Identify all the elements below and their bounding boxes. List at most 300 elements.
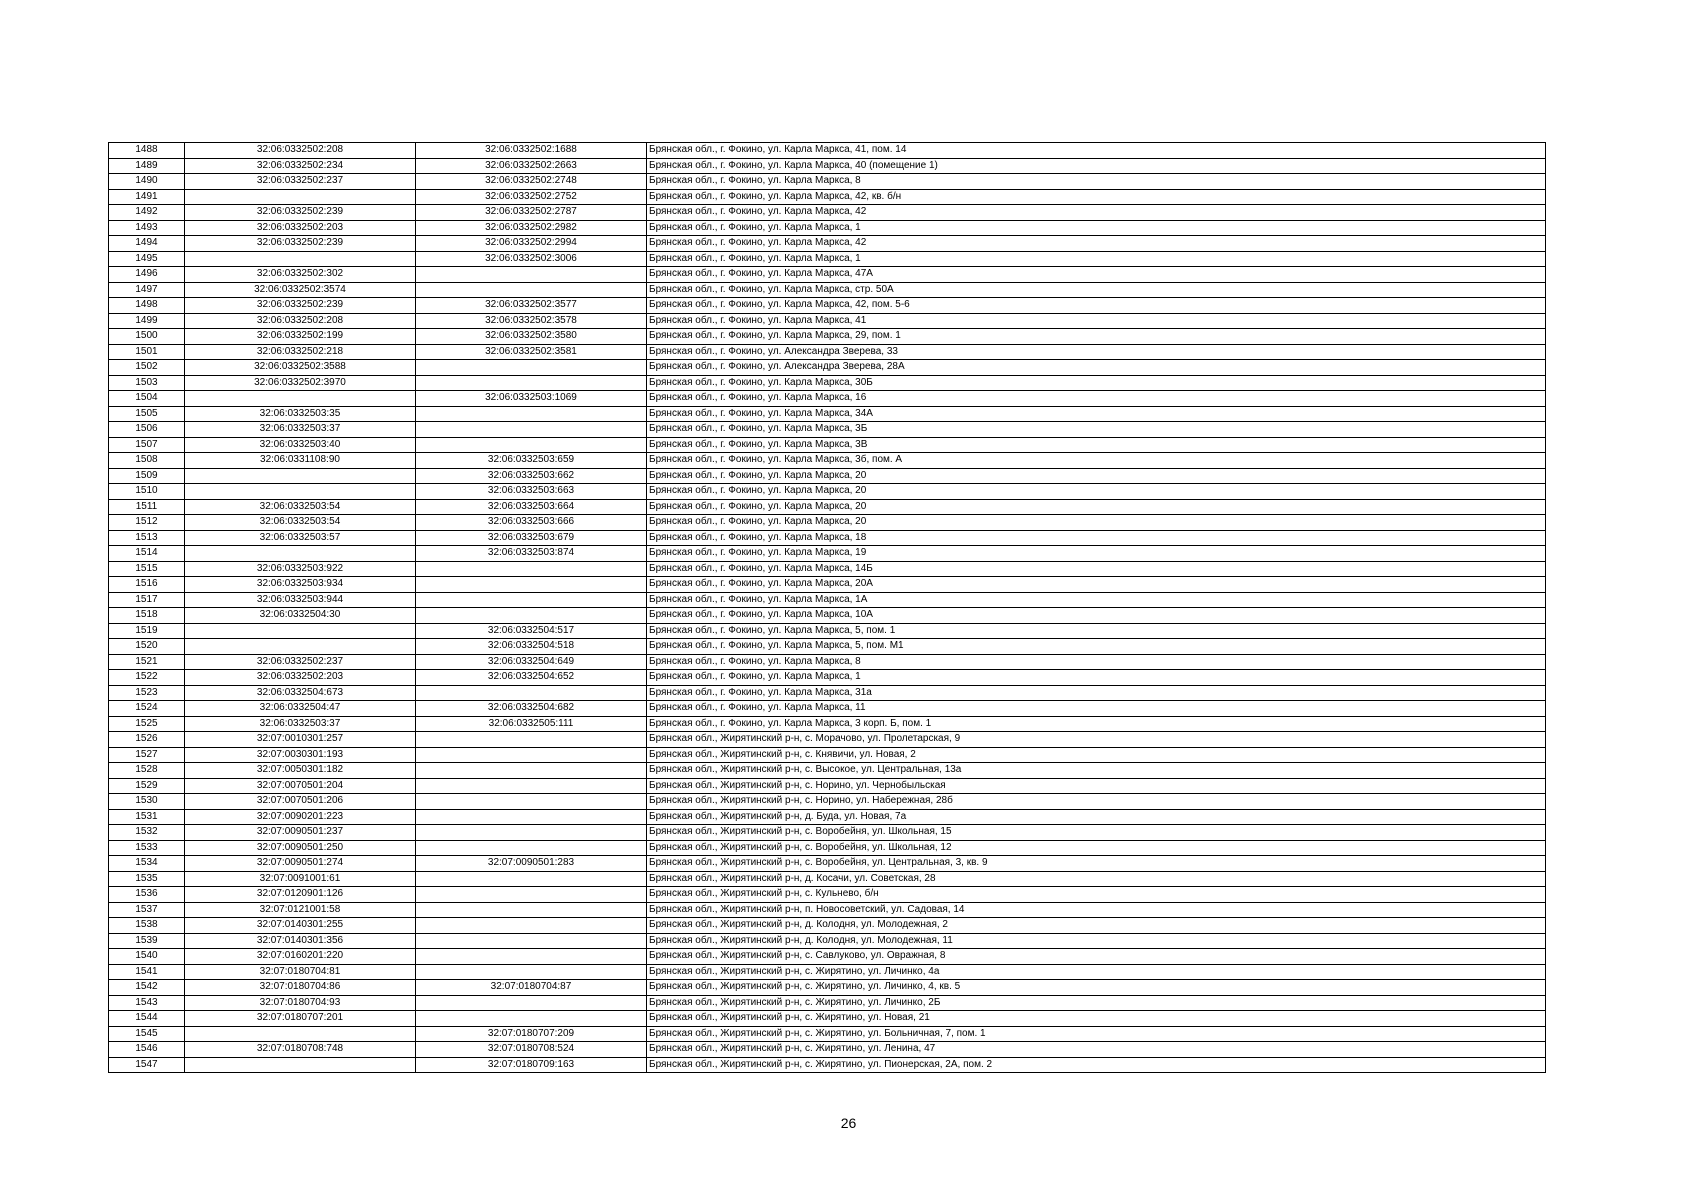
- row-number-cell: 1532: [109, 825, 185, 841]
- table-row: [109, 608, 1546, 624]
- address-cell: Брянская обл., Жирятинский р-н, с. Высокое, ул. Центральная, 13а: [647, 763, 1546, 779]
- address-cell: Брянская обл., г. Фокино, ул. Карла Маркса, 3Б: [647, 422, 1546, 438]
- object-cadastral-number-cell: 32:07:0180709:163: [416, 1057, 647, 1073]
- address-cell: Брянская обл., г. Фокино, ул. Карла Маркса, 20: [647, 468, 1546, 484]
- table-row: [109, 887, 1546, 903]
- row-number-cell: 1501: [109, 344, 185, 360]
- row-number-cell: 1543: [109, 995, 185, 1011]
- object-cadastral-number-cell: [416, 902, 647, 918]
- object-cadastral-number-cell: 32:06:0332502:2787: [416, 205, 647, 221]
- object-cadastral-number-cell: [416, 825, 647, 841]
- table-row: [109, 592, 1546, 608]
- address-cell: Брянская обл., Жирятинский р-н, д. Колодня, ул. Молодежная, 2: [647, 918, 1546, 934]
- object-cadastral-number-cell: 32:06:0332502:3578: [416, 313, 647, 329]
- row-number-cell: 1520: [109, 639, 185, 655]
- address-cell: Брянская обл., Жирятинский р-н, с. Воробейня, ул. Центральная, 3, кв. 9: [647, 856, 1546, 872]
- table-row: [109, 918, 1546, 934]
- table-row: [109, 282, 1546, 298]
- land-cadastral-number-cell: 32:06:0332502:239: [185, 298, 416, 314]
- land-cadastral-number-cell: 32:06:0332503:57: [185, 530, 416, 546]
- object-cadastral-number-cell: 32:06:0332504:652: [416, 670, 647, 686]
- address-cell: Брянская обл., г. Фокино, ул. Карла Маркса, 20: [647, 484, 1546, 500]
- row-number-cell: 1496: [109, 267, 185, 283]
- object-cadastral-number-cell: 32:07:0090501:283: [416, 856, 647, 872]
- object-cadastral-number-cell: [416, 437, 647, 453]
- table-row: [109, 298, 1546, 314]
- row-number-cell: 1528: [109, 763, 185, 779]
- address-cell: Брянская обл., г. Фокино, ул. Карла Маркса, 29, пом. 1: [647, 329, 1546, 345]
- land-cadastral-number-cell: [185, 391, 416, 407]
- table-row: [109, 143, 1546, 159]
- object-cadastral-number-cell: 32:06:0332502:2752: [416, 189, 647, 205]
- address-cell: Брянская обл., г. Фокино, ул. Карла Маркса, 30Б: [647, 375, 1546, 391]
- object-cadastral-number-cell: 32:06:0332502:3581: [416, 344, 647, 360]
- row-number-cell: 1542: [109, 980, 185, 996]
- object-cadastral-number-cell: 32:06:0332504:518: [416, 639, 647, 655]
- row-number-cell: 1500: [109, 329, 185, 345]
- address-cell: Брянская обл., г. Фокино, ул. Александра Зверева, 33: [647, 344, 1546, 360]
- table-row: [109, 778, 1546, 794]
- row-number-cell: 1544: [109, 1011, 185, 1027]
- address-cell: Брянская обл., г. Фокино, ул. Карла Маркса, 31а: [647, 685, 1546, 701]
- address-cell: Брянская обл., г. Фокино, ул. Карла Маркса, 16: [647, 391, 1546, 407]
- object-cadastral-number-cell: [416, 809, 647, 825]
- table-row: [109, 344, 1546, 360]
- address-cell: Брянская обл., Жирятинский р-н, с. Жирятино, ул. Личинко, 2Б: [647, 995, 1546, 1011]
- address-cell: Брянская обл., г. Фокино, ул. Александра Зверева, 28А: [647, 360, 1546, 376]
- table-row: [109, 1011, 1546, 1027]
- row-number-cell: 1495: [109, 251, 185, 267]
- address-cell: Брянская обл., г. Фокино, ул. Карла Маркса, 14Б: [647, 561, 1546, 577]
- land-cadastral-number-cell: 32:07:0090501:237: [185, 825, 416, 841]
- table-row: [109, 220, 1546, 236]
- row-number-cell: 1497: [109, 282, 185, 298]
- land-cadastral-number-cell: 32:06:0331108:90: [185, 453, 416, 469]
- table-row: [109, 313, 1546, 329]
- row-number-cell: 1504: [109, 391, 185, 407]
- land-cadastral-number-cell: 32:07:0160201:220: [185, 949, 416, 965]
- land-cadastral-number-cell: 32:06:0332502:234: [185, 158, 416, 174]
- row-number-cell: 1505: [109, 406, 185, 422]
- row-number-cell: 1539: [109, 933, 185, 949]
- page-number: 26: [840, 1115, 857, 1131]
- land-cadastral-number-cell: 32:07:0091001:61: [185, 871, 416, 887]
- object-cadastral-number-cell: [416, 577, 647, 593]
- land-cadastral-number-cell: 32:06:0332502:237: [185, 174, 416, 190]
- table-row: [109, 747, 1546, 763]
- object-cadastral-number-cell: 32:06:0332502:1688: [416, 143, 647, 159]
- object-cadastral-number-cell: [416, 561, 647, 577]
- table-row: [109, 422, 1546, 438]
- object-cadastral-number-cell: 32:06:0332503:659: [416, 453, 647, 469]
- row-number-cell: 1525: [109, 716, 185, 732]
- row-number-cell: 1537: [109, 902, 185, 918]
- registry-body: [109, 143, 1546, 1073]
- row-number-cell: 1547: [109, 1057, 185, 1073]
- object-cadastral-number-cell: [416, 995, 647, 1011]
- land-cadastral-number-cell: 32:07:0180704:93: [185, 995, 416, 1011]
- table-row: [109, 856, 1546, 872]
- object-cadastral-number-cell: 32:06:0332505:111: [416, 716, 647, 732]
- row-number-cell: 1530: [109, 794, 185, 810]
- table-row: [109, 716, 1546, 732]
- address-cell: Брянская обл., г. Фокино, ул. Карла Маркса, 47А: [647, 267, 1546, 283]
- object-cadastral-number-cell: [416, 763, 647, 779]
- object-cadastral-number-cell: 32:06:0332504:682: [416, 701, 647, 717]
- land-cadastral-number-cell: 32:06:0332502:203: [185, 670, 416, 686]
- table-row: [109, 732, 1546, 748]
- land-cadastral-number-cell: 32:07:0090501:250: [185, 840, 416, 856]
- object-cadastral-number-cell: [416, 267, 647, 283]
- address-cell: Брянская обл., Жирятинский р-н, с. Жирятино, ул. Ленина, 47: [647, 1042, 1546, 1058]
- land-cadastral-number-cell: [185, 1057, 416, 1073]
- address-cell: Брянская обл., Жирятинский р-н, с. Жирятино, ул. Личинко, 4, кв. 5: [647, 980, 1546, 996]
- object-cadastral-number-cell: [416, 778, 647, 794]
- object-cadastral-number-cell: [416, 964, 647, 980]
- address-cell: Брянская обл., г. Фокино, ул. Карла Маркса, 42, пом. 5-6: [647, 298, 1546, 314]
- row-number-cell: 1506: [109, 422, 185, 438]
- table-row: [109, 158, 1546, 174]
- address-cell: Брянская обл., Жирятинский р-н, с. Кульнево, б/н: [647, 887, 1546, 903]
- object-cadastral-number-cell: 32:07:0180708:524: [416, 1042, 647, 1058]
- table-row: [109, 530, 1546, 546]
- address-cell: Брянская обл., г. Фокино, ул. Карла Маркса, 20: [647, 515, 1546, 531]
- address-cell: Брянская обл., Жирятинский р-н, с. Норино, ул. Набережная, 28б: [647, 794, 1546, 810]
- row-number-cell: 1534: [109, 856, 185, 872]
- land-cadastral-number-cell: 32:06:0332502:218: [185, 344, 416, 360]
- table-row: [109, 933, 1546, 949]
- land-cadastral-number-cell: 32:06:0332503:37: [185, 422, 416, 438]
- object-cadastral-number-cell: [416, 282, 647, 298]
- object-cadastral-number-cell: [416, 1011, 647, 1027]
- object-cadastral-number-cell: [416, 685, 647, 701]
- table-row: [109, 437, 1546, 453]
- address-cell: Брянская обл., Жирятинский р-н, с. Воробейня, ул. Школьная, 12: [647, 840, 1546, 856]
- table-row: [109, 329, 1546, 345]
- row-number-cell: 1529: [109, 778, 185, 794]
- row-number-cell: 1524: [109, 701, 185, 717]
- row-number-cell: 1509: [109, 468, 185, 484]
- land-cadastral-number-cell: 32:07:0121001:58: [185, 902, 416, 918]
- address-cell: Брянская обл., г. Фокино, ул. Карла Маркса, 3б, пом. А: [647, 453, 1546, 469]
- address-cell: Брянская обл., г. Фокино, ул. Карла Маркса, 42: [647, 205, 1546, 221]
- object-cadastral-number-cell: 32:06:0332502:2663: [416, 158, 647, 174]
- land-cadastral-number-cell: 32:06:0332504:47: [185, 701, 416, 717]
- table-row: [109, 902, 1546, 918]
- land-cadastral-number-cell: [185, 468, 416, 484]
- land-cadastral-number-cell: 32:06:0332503:37: [185, 716, 416, 732]
- row-number-cell: 1492: [109, 205, 185, 221]
- land-cadastral-number-cell: 32:06:0332502:239: [185, 236, 416, 252]
- address-cell: Брянская обл., г. Фокино, ул. Карла Маркса, 1: [647, 220, 1546, 236]
- land-cadastral-number-cell: 32:07:0120901:126: [185, 887, 416, 903]
- address-cell: Брянская обл., г. Фокино, ул. Карла Маркса, 18: [647, 530, 1546, 546]
- row-number-cell: 1507: [109, 437, 185, 453]
- object-cadastral-number-cell: [416, 933, 647, 949]
- address-cell: Брянская обл., Жирятинский р-н, д. Колодня, ул. Молодежная, 11: [647, 933, 1546, 949]
- address-cell: Брянская обл., Жирятинский р-н, п. Новосоветский, ул. Садовая, 14: [647, 902, 1546, 918]
- address-cell: Брянская обл., г. Фокино, ул. Карла Маркса, 5, пом. 1: [647, 623, 1546, 639]
- row-number-cell: 1508: [109, 453, 185, 469]
- table-row: [109, 205, 1546, 221]
- address-cell: Брянская обл., г. Фокино, ул. Карла Маркса, 20А: [647, 577, 1546, 593]
- table-row: [109, 995, 1546, 1011]
- address-cell: Брянская обл., Жирятинский р-н, с. Савлуково, ул. Овражная, 8: [647, 949, 1546, 965]
- land-cadastral-number-cell: 32:06:0332502:203: [185, 220, 416, 236]
- address-cell: Брянская обл., г. Фокино, ул. Карла Маркса, 8: [647, 174, 1546, 190]
- object-cadastral-number-cell: 32:06:0332503:679: [416, 530, 647, 546]
- row-number-cell: 1546: [109, 1042, 185, 1058]
- land-cadastral-number-cell: 32:06:0332502:237: [185, 654, 416, 670]
- address-cell: Брянская обл., г. Фокино, ул. Карла Маркса, 41: [647, 313, 1546, 329]
- row-number-cell: 1538: [109, 918, 185, 934]
- row-number-cell: 1521: [109, 654, 185, 670]
- land-cadastral-number-cell: 32:06:0332503:54: [185, 515, 416, 531]
- table-row: [109, 871, 1546, 887]
- row-number-cell: 1516: [109, 577, 185, 593]
- land-cadastral-number-cell: 32:06:0332502:239: [185, 205, 416, 221]
- table-row: [109, 685, 1546, 701]
- address-cell: Брянская обл., г. Фокино, ул. Карла Маркса, 34А: [647, 406, 1546, 422]
- address-cell: Брянская обл., г. Фокино, ул. Карла Маркса, 42, кв. б/н: [647, 189, 1546, 205]
- address-cell: Брянская обл., г. Фокино, ул. Карла Маркса, 3В: [647, 437, 1546, 453]
- object-cadastral-number-cell: 32:06:0332504:517: [416, 623, 647, 639]
- table-row: [109, 236, 1546, 252]
- land-cadastral-number-cell: 32:07:0010301:257: [185, 732, 416, 748]
- row-number-cell: 1489: [109, 158, 185, 174]
- land-cadastral-number-cell: 32:06:0332502:3970: [185, 375, 416, 391]
- address-cell: Брянская обл., Жирятинский р-н, с. Жирятино, ул. Больничная, 7, пом. 1: [647, 1026, 1546, 1042]
- row-number-cell: 1502: [109, 360, 185, 376]
- land-cadastral-number-cell: [185, 251, 416, 267]
- table-row: [109, 1057, 1546, 1073]
- row-number-cell: 1518: [109, 608, 185, 624]
- table-row: [109, 561, 1546, 577]
- object-cadastral-number-cell: [416, 732, 647, 748]
- object-cadastral-number-cell: [416, 375, 647, 391]
- land-cadastral-number-cell: [185, 639, 416, 655]
- object-cadastral-number-cell: [416, 918, 647, 934]
- land-cadastral-number-cell: 32:07:0070501:204: [185, 778, 416, 794]
- table-row: [109, 1026, 1546, 1042]
- address-cell: Брянская обл., Жирятинский р-н, с. Воробейня, ул. Школьная, 15: [647, 825, 1546, 841]
- row-number-cell: 1510: [109, 484, 185, 500]
- address-cell: Брянская обл., Жирятинский р-н, д. Буда, ул. Новая, 7а: [647, 809, 1546, 825]
- table-row: [109, 484, 1546, 500]
- table-row: [109, 639, 1546, 655]
- address-cell: Брянская обл., г. Фокино, ул. Карла Маркса, 8: [647, 654, 1546, 670]
- table-row: [109, 174, 1546, 190]
- land-cadastral-number-cell: 32:06:0332502:3588: [185, 360, 416, 376]
- object-cadastral-number-cell: [416, 406, 647, 422]
- object-cadastral-number-cell: 32:06:0332502:3006: [416, 251, 647, 267]
- row-number-cell: 1511: [109, 499, 185, 515]
- table-row: [109, 267, 1546, 283]
- table-row: [109, 577, 1546, 593]
- table-row: [109, 825, 1546, 841]
- address-cell: Брянская обл., Жирятинский р-н, с. Жирятино, ул. Пионерская, 2А, пом. 2: [647, 1057, 1546, 1073]
- address-cell: Брянская обл., Жирятинский р-н, с. Жирятино, ул. Новая, 21: [647, 1011, 1546, 1027]
- object-cadastral-number-cell: 32:06:0332502:2994: [416, 236, 647, 252]
- object-cadastral-number-cell: 32:06:0332503:874: [416, 546, 647, 562]
- table-row: [109, 670, 1546, 686]
- table-row: [109, 1042, 1546, 1058]
- row-number-cell: 1491: [109, 189, 185, 205]
- row-number-cell: 1523: [109, 685, 185, 701]
- object-cadastral-number-cell: [416, 747, 647, 763]
- address-cell: Брянская обл., г. Фокино, ул. Карла Маркса, 1: [647, 670, 1546, 686]
- table-row: [109, 360, 1546, 376]
- table-row: [109, 251, 1546, 267]
- land-cadastral-number-cell: 32:06:0332503:934: [185, 577, 416, 593]
- land-cadastral-number-cell: 32:07:0140301:356: [185, 933, 416, 949]
- object-cadastral-number-cell: 32:06:0332503:1069: [416, 391, 647, 407]
- row-number-cell: 1533: [109, 840, 185, 856]
- address-cell: Брянская обл., Жирятинский р-н, с. Жирятино, ул. Личинко, 4а: [647, 964, 1546, 980]
- table-row: [109, 375, 1546, 391]
- row-number-cell: 1494: [109, 236, 185, 252]
- land-cadastral-number-cell: 32:06:0332503:54: [185, 499, 416, 515]
- land-cadastral-number-cell: 32:06:0332503:944: [185, 592, 416, 608]
- land-cadastral-number-cell: [185, 623, 416, 639]
- land-cadastral-number-cell: [185, 484, 416, 500]
- table-row: [109, 980, 1546, 996]
- object-cadastral-number-cell: 32:07:0180707:209: [416, 1026, 647, 1042]
- land-cadastral-number-cell: 32:07:0140301:255: [185, 918, 416, 934]
- object-cadastral-number-cell: [416, 871, 647, 887]
- land-cadastral-number-cell: 32:06:0332503:40: [185, 437, 416, 453]
- registry-table: [108, 142, 1546, 1073]
- table-row: [109, 949, 1546, 965]
- object-cadastral-number-cell: 32:06:0332502:3580: [416, 329, 647, 345]
- object-cadastral-number-cell: [416, 840, 647, 856]
- row-number-cell: 1512: [109, 515, 185, 531]
- address-cell: Брянская обл., г. Фокино, ул. Карла Маркса, стр. 50А: [647, 282, 1546, 298]
- table-row: [109, 546, 1546, 562]
- object-cadastral-number-cell: 32:06:0332503:663: [416, 484, 647, 500]
- address-cell: Брянская обл., г. Фокино, ул. Карла Маркса, 20: [647, 499, 1546, 515]
- table-row: [109, 794, 1546, 810]
- row-number-cell: 1527: [109, 747, 185, 763]
- land-cadastral-number-cell: 32:06:0332503:922: [185, 561, 416, 577]
- land-cadastral-number-cell: 32:07:0180708:748: [185, 1042, 416, 1058]
- row-number-cell: 1513: [109, 530, 185, 546]
- land-cadastral-number-cell: 32:07:0180704:81: [185, 964, 416, 980]
- object-cadastral-number-cell: 32:06:0332503:666: [416, 515, 647, 531]
- address-cell: Брянская обл., г. Фокино, ул. Карла Маркса, 10А: [647, 608, 1546, 624]
- table-row: [109, 654, 1546, 670]
- address-cell: Брянская обл., г. Фокино, ул. Карла Маркса, 40 (помещение 1): [647, 158, 1546, 174]
- land-cadastral-number-cell: 32:06:0332502:208: [185, 143, 416, 159]
- address-cell: Брянская обл., г. Фокино, ул. Карла Маркса, 19: [647, 546, 1546, 562]
- table-row: [109, 499, 1546, 515]
- row-number-cell: 1498: [109, 298, 185, 314]
- table-row: [109, 763, 1546, 779]
- land-cadastral-number-cell: 32:06:0332502:302: [185, 267, 416, 283]
- address-cell: Брянская обл., Жирятинский р-н, с. Княвичи, ул. Новая, 2: [647, 747, 1546, 763]
- land-cadastral-number-cell: 32:06:0332502:3574: [185, 282, 416, 298]
- row-number-cell: 1488: [109, 143, 185, 159]
- object-cadastral-number-cell: [416, 360, 647, 376]
- address-cell: Брянская обл., Жирятинский р-н, с. Морачово, ул. Пролетарская, 9: [647, 732, 1546, 748]
- land-cadastral-number-cell: 32:06:0332504:30: [185, 608, 416, 624]
- land-cadastral-number-cell: 32:06:0332502:208: [185, 313, 416, 329]
- address-cell: Брянская обл., г. Фокино, ул. Карла Маркса, 1А: [647, 592, 1546, 608]
- row-number-cell: 1545: [109, 1026, 185, 1042]
- row-number-cell: 1522: [109, 670, 185, 686]
- row-number-cell: 1517: [109, 592, 185, 608]
- land-cadastral-number-cell: 32:07:0050301:182: [185, 763, 416, 779]
- row-number-cell: 1503: [109, 375, 185, 391]
- address-cell: Брянская обл., г. Фокино, ул. Карла Маркса, 11: [647, 701, 1546, 717]
- object-cadastral-number-cell: 32:06:0332503:664: [416, 499, 647, 515]
- object-cadastral-number-cell: 32:06:0332502:2982: [416, 220, 647, 236]
- object-cadastral-number-cell: [416, 422, 647, 438]
- table-row: [109, 809, 1546, 825]
- object-cadastral-number-cell: 32:06:0332502:2748: [416, 174, 647, 190]
- row-number-cell: 1536: [109, 887, 185, 903]
- object-cadastral-number-cell: [416, 608, 647, 624]
- row-number-cell: 1515: [109, 561, 185, 577]
- table-row: [109, 840, 1546, 856]
- land-cadastral-number-cell: [185, 189, 416, 205]
- table-row: [109, 468, 1546, 484]
- object-cadastral-number-cell: 32:06:0332503:662: [416, 468, 647, 484]
- row-number-cell: 1526: [109, 732, 185, 748]
- row-number-cell: 1493: [109, 220, 185, 236]
- row-number-cell: 1541: [109, 964, 185, 980]
- land-cadastral-number-cell: 32:06:0332503:35: [185, 406, 416, 422]
- land-cadastral-number-cell: 32:07:0180707:201: [185, 1011, 416, 1027]
- table-row: [109, 515, 1546, 531]
- row-number-cell: 1519: [109, 623, 185, 639]
- table-row: [109, 391, 1546, 407]
- object-cadastral-number-cell: [416, 794, 647, 810]
- object-cadastral-number-cell: [416, 887, 647, 903]
- table-row: [109, 189, 1546, 205]
- land-cadastral-number-cell: 32:07:0090201:223: [185, 809, 416, 825]
- row-number-cell: 1540: [109, 949, 185, 965]
- object-cadastral-number-cell: [416, 949, 647, 965]
- table-row: [109, 406, 1546, 422]
- address-cell: Брянская обл., г. Фокино, ул. Карла Маркса, 41, пом. 14: [647, 143, 1546, 159]
- address-cell: Брянская обл., г. Фокино, ул. Карла Маркса, 3 корп. Б, пом. 1: [647, 716, 1546, 732]
- object-cadastral-number-cell: 32:06:0332504:649: [416, 654, 647, 670]
- land-cadastral-number-cell: 32:07:0180704:86: [185, 980, 416, 996]
- address-cell: Брянская обл., Жирятинский р-н, с. Норино, ул. Чернобыльская: [647, 778, 1546, 794]
- land-cadastral-number-cell: 32:07:0070501:206: [185, 794, 416, 810]
- object-cadastral-number-cell: [416, 592, 647, 608]
- address-cell: Брянская обл., г. Фокино, ул. Карла Маркса, 5, пом. М1: [647, 639, 1546, 655]
- land-cadastral-number-cell: [185, 1026, 416, 1042]
- table-row: [109, 701, 1546, 717]
- row-number-cell: 1499: [109, 313, 185, 329]
- table-row: [109, 453, 1546, 469]
- land-cadastral-number-cell: 32:06:0332502:199: [185, 329, 416, 345]
- land-cadastral-number-cell: 32:06:0332504:673: [185, 685, 416, 701]
- address-cell: Брянская обл., г. Фокино, ул. Карла Маркса, 1: [647, 251, 1546, 267]
- address-cell: Брянская обл., г. Фокино, ул. Карла Маркса, 42: [647, 236, 1546, 252]
- land-cadastral-number-cell: 32:07:0090501:274: [185, 856, 416, 872]
- land-cadastral-number-cell: [185, 546, 416, 562]
- table-row: [109, 623, 1546, 639]
- row-number-cell: 1535: [109, 871, 185, 887]
- row-number-cell: 1514: [109, 546, 185, 562]
- row-number-cell: 1531: [109, 809, 185, 825]
- land-cadastral-number-cell: 32:07:0030301:193: [185, 747, 416, 763]
- row-number-cell: 1490: [109, 174, 185, 190]
- address-cell: Брянская обл., Жирятинский р-н, д. Косачи, ул. Советская, 28: [647, 871, 1546, 887]
